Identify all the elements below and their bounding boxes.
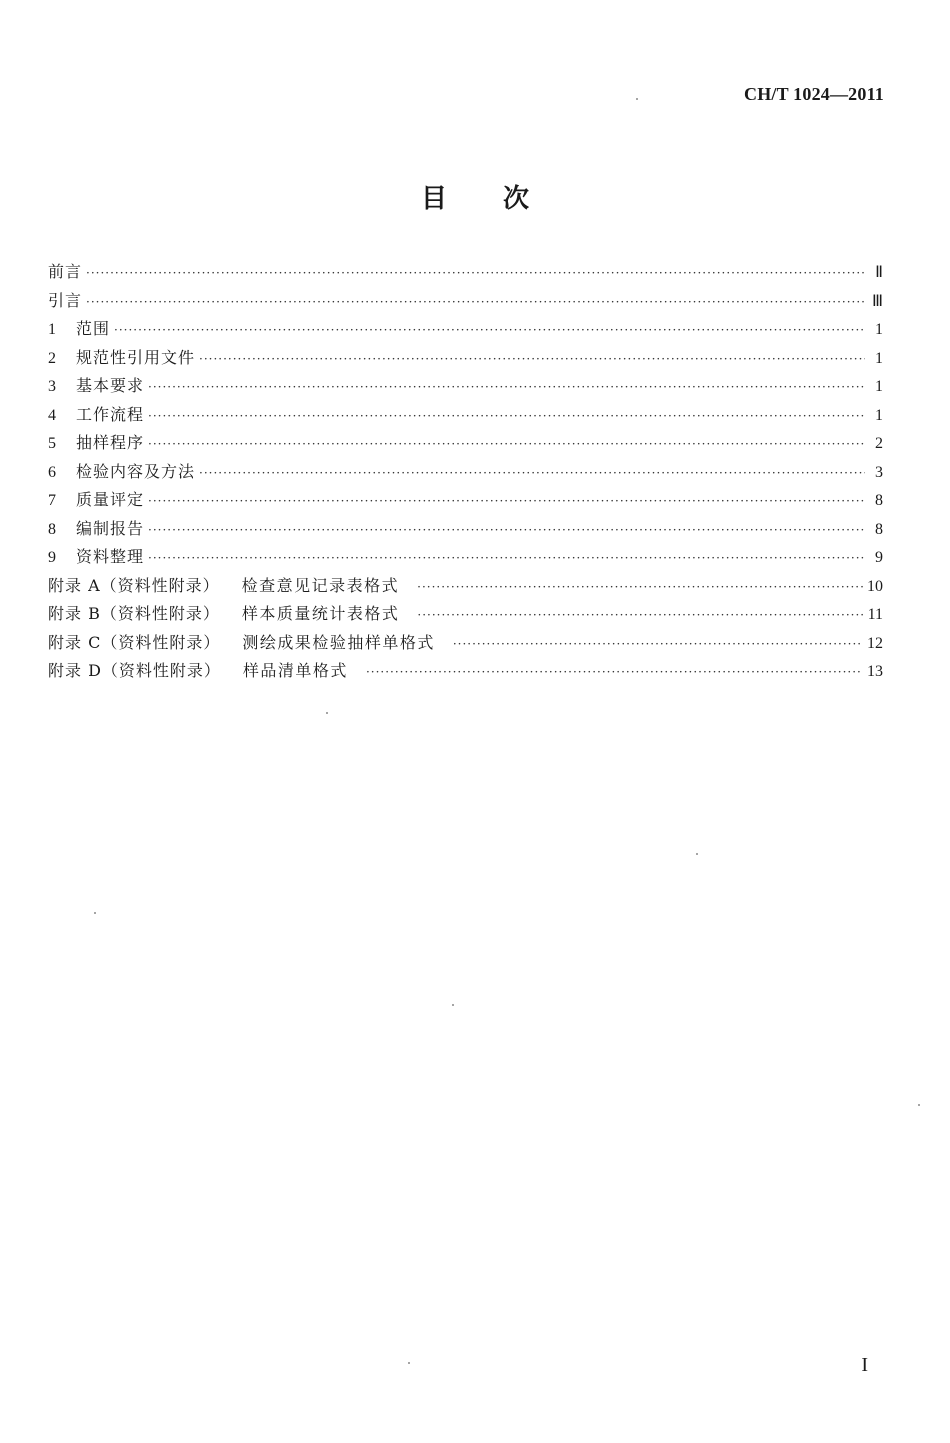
scan-speck: [326, 712, 328, 714]
toc-entry-label: 范围: [76, 319, 111, 338]
toc-appendix-title: 测绘成果检验抽样单格式: [242, 632, 435, 652]
table-of-contents: [48, 258, 883, 686]
toc-leader-dots: [148, 402, 865, 431]
toc-entry-number: 6: [48, 463, 56, 481]
page-title: [0, 178, 950, 215]
page-title-char-2: 次: [503, 184, 530, 214]
toc-entry-number: 9: [48, 549, 56, 566]
toc-entry-number: 8: [48, 520, 56, 538]
toc-appendix-label: 附录 C（资料性附录）: [48, 632, 221, 652]
toc-appendix-title: 样品清单格式: [242, 661, 348, 680]
toc-entry-5[interactable]: [48, 429, 883, 458]
toc-entry-page: 2: [875, 435, 883, 452]
scan-speck: [408, 1362, 410, 1364]
toc-entry-page: Ⅲ: [871, 292, 883, 310]
toc-entry-page: 3: [875, 463, 883, 481]
toc-entry-page: 1: [875, 321, 883, 338]
toc-entry-page: 11: [867, 606, 883, 623]
toc-entry-label: 前言: [48, 262, 83, 281]
toc-leader-dots: [366, 658, 863, 687]
toc-leader-dots: [86, 259, 865, 288]
toc-leader-dots: [114, 316, 865, 345]
toc-entry-label: 资料整理: [76, 547, 145, 566]
toc-entry-introduction[interactable]: [48, 287, 883, 316]
toc-entry-number: 5: [48, 435, 56, 452]
toc-entry-page: 8: [875, 520, 883, 538]
scan-speck: [696, 853, 698, 855]
toc-entry-number: 1: [48, 321, 56, 338]
toc-appendix-label: 附录 D（资料性附录）: [48, 661, 221, 680]
page-title-char-1: 目: [420, 184, 447, 214]
scan-speck: [94, 912, 96, 914]
toc-leader-dots: [148, 373, 865, 402]
toc-appendix-title: 检查意见记录表格式: [241, 575, 400, 595]
toc-entry-page: 8: [875, 492, 883, 509]
toc-entry-page: 9: [875, 549, 883, 566]
toc-entry-6[interactable]: [48, 458, 883, 487]
toc-entry-label: 抽样程序: [76, 433, 145, 452]
toc-entry-3[interactable]: [48, 372, 883, 401]
toc-leader-dots: [148, 430, 865, 459]
toc-entry-9[interactable]: [48, 543, 883, 572]
scan-speck: [452, 1004, 454, 1006]
toc-leader-dots: [417, 573, 863, 602]
toc-entry-label: 编制报告: [76, 518, 145, 538]
page-number: I: [861, 1354, 868, 1376]
toc-entry-2[interactable]: [48, 344, 883, 373]
toc-leader-dots: [148, 544, 865, 573]
toc-entry-page: 13: [867, 663, 883, 680]
toc-entry-8[interactable]: [48, 515, 883, 544]
toc-entry-label: 基本要求: [76, 376, 145, 395]
toc-entry-appendix-b[interactable]: [48, 600, 883, 629]
toc-leader-dots: [199, 345, 865, 374]
toc-entry-number: 2: [48, 349, 56, 367]
toc-entry-appendix-a[interactable]: [48, 572, 883, 601]
toc-entry-page: 1: [875, 378, 883, 395]
toc-leader-dots: [148, 516, 865, 545]
toc-entry-label: 工作流程: [76, 404, 145, 424]
toc-entry-page: 1: [875, 349, 883, 367]
toc-entry-page: 1: [875, 406, 883, 424]
toc-entry-page: 10: [867, 577, 883, 595]
toc-entry-number: 3: [48, 378, 56, 395]
toc-entry-number: 7: [48, 492, 56, 509]
toc-entry-7[interactable]: [48, 486, 883, 515]
toc-entry-appendix-c[interactable]: [48, 629, 883, 658]
toc-entry-number: 4: [48, 406, 56, 424]
toc-entry-1[interactable]: [48, 315, 883, 344]
toc-leader-dots: [417, 601, 863, 630]
toc-appendix-title: 样本质量统计表格式: [241, 604, 400, 623]
toc-entry-label: 规范性引用文件: [76, 347, 196, 367]
toc-entry-page: 12: [867, 634, 883, 652]
toc-appendix-label: 附录 B（资料性附录）: [48, 604, 220, 623]
toc-leader-dots: [86, 288, 865, 317]
toc-entry-page: Ⅱ: [875, 264, 883, 281]
toc-leader-dots: [199, 459, 865, 488]
toc-entry-label: 质量评定: [76, 490, 145, 509]
toc-entry-4[interactable]: [48, 401, 883, 430]
toc-leader-dots: [453, 630, 863, 659]
scan-speck: [918, 1104, 920, 1106]
standard-code: CH/T 1024—2011: [744, 84, 884, 104]
toc-entry-foreword[interactable]: [48, 258, 883, 287]
toc-entry-label: 引言: [48, 290, 83, 310]
toc-entry-label: 检验内容及方法: [76, 461, 196, 481]
scan-speck: [636, 98, 638, 100]
toc-appendix-label: 附录 A（资料性附录）: [48, 575, 220, 595]
toc-entry-appendix-d[interactable]: [48, 657, 883, 686]
toc-leader-dots: [148, 487, 865, 516]
